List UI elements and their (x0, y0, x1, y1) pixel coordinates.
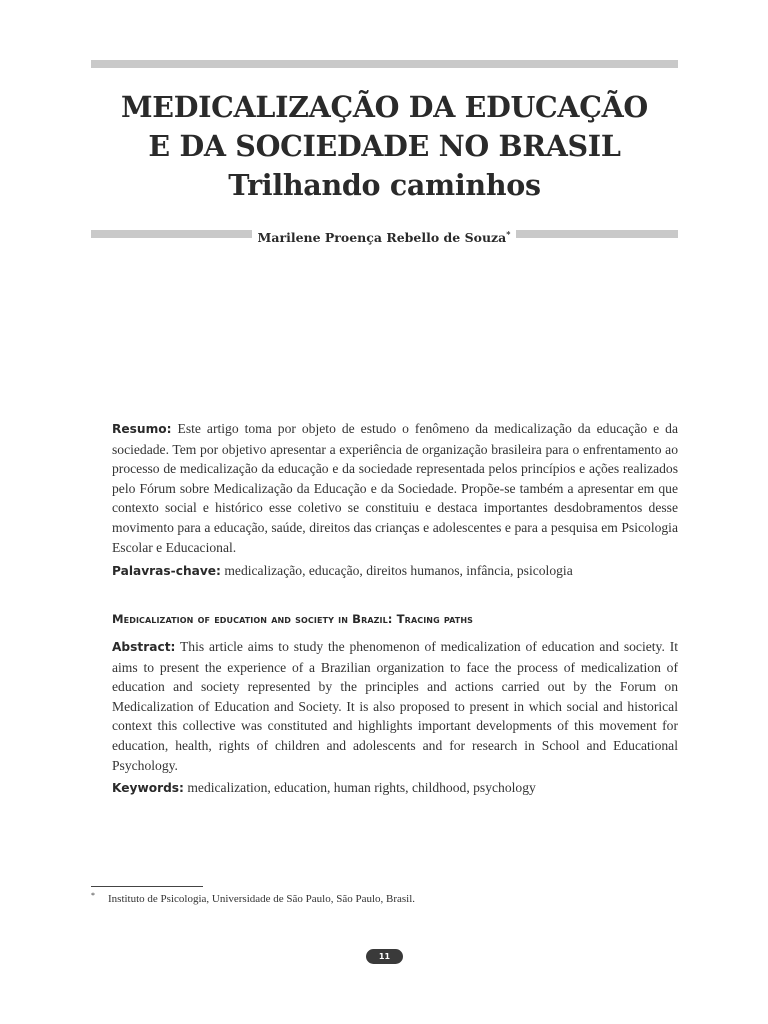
author-name: Marilene Proença Rebello de Souza (257, 230, 507, 246)
keywords-label: Keywords: (112, 781, 184, 795)
title-subtitle: Trilhando caminhos (228, 168, 541, 202)
palavras-chave-text: medicalização, educação, direitos humanos, infância, psicologia (224, 563, 573, 578)
palavras-chave-label: Palavras-chave: (112, 564, 221, 578)
palavras-chave-paragraph (112, 561, 678, 582)
top-rule-bar (91, 60, 678, 68)
abstract-label: Abstract: (112, 640, 176, 654)
footnote-rule (91, 886, 203, 887)
author-line (0, 225, 768, 247)
abstract-text: This article aims to study the phenomenon of medicalization of education and society. It aims to present the experience of a Brazilian organization to face the process of medicalization of education and society represented by the principles and actions carried out by the Forum on Medicalization of Education and Society. It is also proposed to present in which social and historical context this collective was constituted and highlights important developments of this movement for education, health, rights of children and adolescents and for research in School and Educational Psychology. (112, 639, 678, 773)
footnote-text: Instituto de Psicologia, Universidade de São Paulo, São Paulo, Brasil. (108, 893, 416, 905)
resumo-paragraph (112, 419, 678, 557)
keywords-text: medicalization, education, human rights, childhood, psychology (187, 780, 536, 795)
footnote (91, 891, 691, 907)
keywords-paragraph (112, 778, 678, 799)
footnote-mark: * (91, 891, 95, 900)
page-number-badge: 11 (366, 949, 403, 964)
english-title: Medicalization of education and society in Brazil: Tracing paths (112, 612, 473, 626)
title-line-1: MEDICALIZAÇÃO DA EDUCAÇÃO (121, 90, 648, 124)
article-title (91, 88, 678, 205)
author-footnote-mark: * (506, 229, 511, 239)
resumo-text: Este artigo toma por objeto de estudo o fenômeno da medicalização da educação e da sociedade. Tem por objetivo apresentar a experiência de organização brasileira para o enfrentamento ao processo de medicalização da educação e da sociedade representada pelos princípios e ações realizados pelo Fórum sobre Medicalização da Educação e da Sociedade. Propõe-se também a apresentar em que contexto social e histórico esse coletivo se constituiu e destaca importantes desdobramentos desse movimento para a educação, saúde, direitos das crianças e adolescentes e para a pesquisa em Psicologia Escolar e Educacional. (112, 421, 679, 555)
title-line-2: E DA SOCIEDADE NO BRASIL (148, 129, 621, 163)
resumo-label: Resumo: (112, 422, 172, 436)
abstract-paragraph (112, 637, 678, 775)
author-name-wrap (252, 230, 517, 245)
